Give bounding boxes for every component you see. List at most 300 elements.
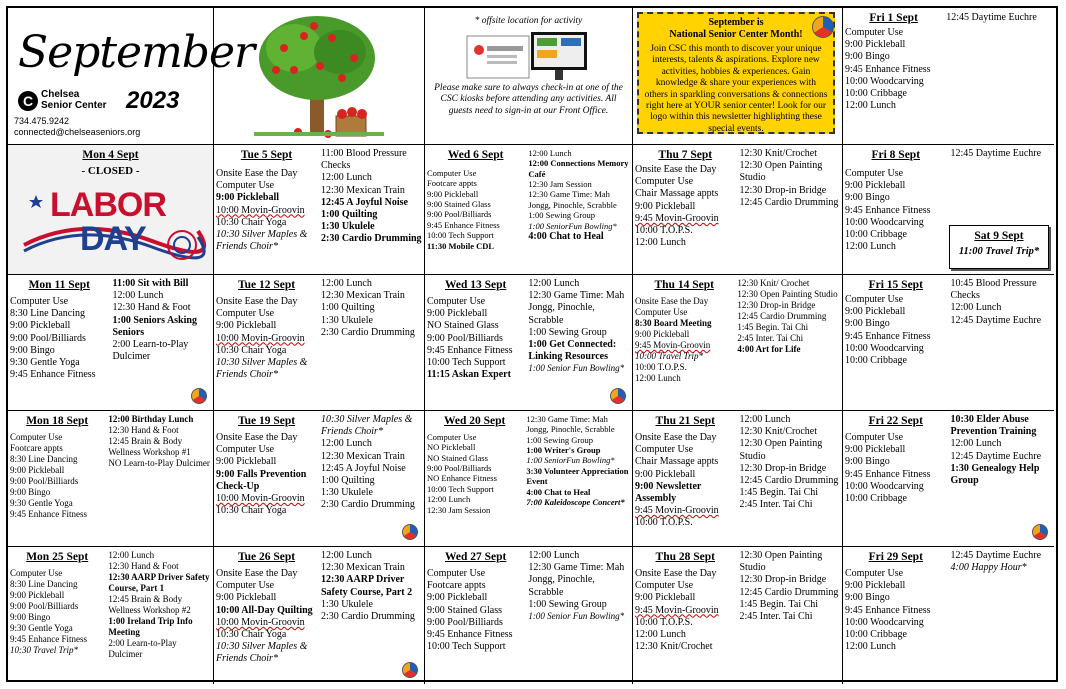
event: 10:30 Travel Trip* [10,644,79,655]
event: 12:00 Lunch [635,628,686,640]
header-title-cell [8,8,255,145]
event: 12:30 Open Painting Studio [739,550,823,574]
event: 9:45 Movin-Groovin [635,505,719,517]
event: Computer Use [216,444,275,456]
event: Onsite Ease the Day [216,168,298,180]
day-wed13 [425,275,633,411]
event: 2:45 Inter. Tai Chi [739,499,813,511]
event: Computer Use [427,296,486,308]
email[interactable]: connected@chelseaseniors.org [14,127,141,138]
event: Onsite Ease the Day [216,568,298,580]
event: 12:30 Jam Session [427,504,491,515]
event: 11:15 Askan Expert [427,369,511,381]
event: 12:30 Jam Session [528,179,592,190]
promo-cell [633,8,843,145]
org-logo [18,90,107,111]
event: 12:30 Open Painting Studio [739,438,823,462]
event: Chair Massage appts [635,188,719,200]
event: Computer Use [10,296,69,308]
event: 9:45 Enhance Fitness [845,604,931,616]
event: 1:00 Sewing Group [528,326,607,338]
event: 9:00 Newsletter Assembly [635,480,702,504]
sat-box [949,225,1049,269]
event: Computer Use [10,432,63,443]
event: 12:30 Open Painting Studio [737,288,838,299]
event: 9:45 Enhance Fitness [427,219,500,230]
event: Computer Use [845,168,904,180]
event: 10:30 Chair Yoga [216,344,287,356]
event: 10:00 Tech Support [427,483,494,494]
day-mon4 [8,145,214,275]
event: 9:45 Movin-Groovin [635,212,719,224]
event: 12:45 Cardio Drumming [739,196,839,208]
event: 9:00 Pool/Billiards [10,475,79,486]
event: Onsite Ease the Day [635,164,717,176]
event: 7:00 Kaleidoscope Concert* [526,496,625,507]
event: 12:00 Lunch [528,550,580,561]
promo-title2: National Senior Center Month! [669,29,803,40]
event: 9:00 Pickleball [635,200,696,212]
event: 10:00 Woodcarving [845,480,924,492]
event: Chair Massage appts [635,456,719,468]
day-label: Fri 8 Sept [871,149,921,161]
event: 12:00 Birthday Lunch [108,414,194,424]
event: Computer Use [216,580,275,592]
day-label: Wed 6 Sept [447,149,504,161]
event: 10:00 Cribbage [845,87,907,99]
event: 1:00 Sewing Group [528,210,596,221]
event: 9:00 Pickleball [635,592,696,604]
event: 10:30 Silver Maples & Friends Choir* [216,228,308,253]
event: 12:30 Knit/Crochet [739,426,817,438]
event: 9:00 Pool/Billiards [427,209,492,220]
event: 1:45 Begin. Tai Chi [739,598,819,610]
event: 12:00 Lunch [950,302,1002,314]
event: 12:00 Lunch [845,241,896,253]
day-label: Tue 12 Sept [237,279,296,291]
event: 1:00 Ireland Trip Info Meeting [108,615,193,637]
day-label: Fri 22 Sept [868,415,923,427]
kiosk-info-cell [425,8,633,145]
event: Computer Use [427,432,477,443]
day-label: Thu 21 Sept [655,415,715,427]
event: 1:30 Ukulele [321,598,373,610]
event: 12:45 Daytime Euchre [950,314,1042,326]
event: 12:30 Mexican Train [321,290,405,302]
event: 12:45 Daytime Euchre [950,450,1042,462]
day-wed20 [425,411,633,547]
event: 10:00 Cribbage [845,228,907,240]
event: 9:00 Bingo [845,456,890,468]
event: 2:30 Cardio Drumming [321,326,415,338]
csc-logo-icon [402,524,418,540]
sat-label: Sat 9 Sept [974,230,1024,242]
event: 12:00 Lunch [108,550,155,560]
day-label: Fri 15 Sept [868,279,923,291]
event: 10:30 Chair Yoga [216,628,287,640]
day-label: Tue 26 Sept [237,551,296,563]
event: 12:00 Lunch [950,438,1002,450]
event: Footcare appts [427,178,477,189]
event: 10:30 Silver Maples & Friends Choir* [321,414,413,438]
day-tue19 [214,411,425,547]
day-fri22 [843,411,1054,547]
org-line1: Chelsea [41,89,80,100]
event: 2:30 Cardio Drumming [321,610,415,622]
day-mon18 [8,411,214,547]
event: 9:00 Bingo [845,51,890,63]
event: Computer Use [845,27,904,39]
event: 10:00 Cribbage [845,492,907,504]
event: 12:45 A Joyful Noise [321,196,408,208]
event: 2:45 Inter. Tai Chi [737,332,804,343]
event: 2:00 Learn-to-Play Dulcimer [112,338,189,363]
event: 12:30 Mexican Train [321,450,405,462]
promo-body: Join CSC this month to discover your unique interests, talents & aspirations. Explore new activities, hobbies & experiences. Gain knowledge & share your experiences with others in sparkling conversations & connections right here at YOUR senior center! Look for our logo within this newsletter highlighting these special events. [644,44,828,134]
event: 12:00 Lunch [845,641,896,653]
event: 1:00 Sewing Group [526,434,593,445]
event: 1:00 Senior Fun Bowling* [528,363,625,374]
event: 10:30 Silver Maples & Friends Choir* [216,641,308,665]
event: 12:30 AARP Driver Safety Course, Part 2 [321,574,413,598]
event: 12:45 Brain & Body Wellness Workshop #1 [108,435,191,457]
event: 12:30 Drop-in Bridge [737,299,816,310]
event: 10:30 Chair Yoga [216,505,287,517]
event: 10:00 Woodcarving [845,216,924,228]
event: 1:00 Quilting [321,302,375,314]
day-label: Thu 28 Sept [655,551,715,563]
offsite-note: * offsite location for activity [474,16,583,26]
event: 9:00 Pool/Billiards [427,463,492,474]
apple-tree-illustration [214,8,422,142]
event: 9:00 Pickleball [427,308,488,320]
event: 9:00 Pool/Billiards [427,616,503,628]
event: 12:00 Connections Memory Café [528,158,629,179]
event: 12:00 Lunch [845,100,896,112]
day-thu28 [633,547,843,684]
event: Computer Use [845,294,904,306]
event: 10:00 T.O.P.S. [635,616,693,628]
event: 10:00 Woodcarving [845,75,924,87]
event: 12:00 Lunch [635,237,686,249]
event: 9:00 Pool/Billiards [10,332,86,344]
event: 9:00 Pool/Billiards [10,600,79,611]
event: Onsite Ease the Day [635,296,709,307]
event: 2:30 Cardio Drumming [321,233,422,245]
event: 2:45 Inter. Tai Chi [739,610,813,622]
event: Computer Use [635,580,694,592]
event: 9:00 Pickleball [845,180,906,192]
event: 9:45 Enhance Fitness [845,468,931,480]
event: 9:00 Stained Glass [427,604,502,616]
calendar-grid [6,6,1058,682]
event: 9:45 Enhance Fitness [845,204,931,216]
event: Computer Use [427,168,477,179]
org-logo-icon: C [18,91,38,111]
day-wed6 [425,145,633,275]
event: 1:00 Seniors Asking Seniors [112,314,197,338]
day-label: Mon 18 Sept [26,415,89,427]
event: 9:30 Gentle Yoga [10,356,80,368]
day-fri8 [843,145,1054,275]
event: NO Pickleball [427,442,476,453]
event: 9:00 Bingo [845,192,890,204]
event: 12:30 Hand & Foot [112,302,191,314]
csc-logo-icon [812,16,834,38]
event: 9:00 Bingo [10,344,55,356]
event: 12:30 Hand & Foot [108,560,179,571]
event: 9:00 Bingo [10,486,51,497]
day-fri1 [843,8,1054,145]
csc-logo-icon [610,388,626,404]
day-label: Fri 29 Sept [868,551,923,563]
event: 11:30 Mobile CDL [427,240,495,251]
event: 11:00 Blood Pressure Checks [321,148,407,172]
event: NO Stained Glass [427,452,488,463]
day-fri15 [843,275,1054,411]
day-label: Mon 4 Sept [82,149,139,161]
event: 8:30 Line Dancing [10,453,78,464]
phone: 734.475.9242 [14,116,70,126]
event: 9:45 Enhance Fitness [10,633,87,644]
promo-box [637,12,835,134]
kiosk-note: Please make sure to always check-in at one of the CSC kiosks before attending any activities. All guests need to sign-in at our Front Office. [434,82,623,117]
event: Computer Use [427,568,486,580]
event: 12:30 Knit/Crochet [635,641,713,653]
event: 12:00 Lunch [112,290,164,302]
event: 10:00 All-Day Quilting [216,604,313,616]
day-mon11 [8,275,214,411]
event: 8:30 Line Dancing [10,308,85,320]
event: 12:00 Lunch [321,278,372,289]
event: 9:00 Bingo [845,318,890,330]
apple-tree-cell [214,8,425,145]
event: 10:00 Movin-Groovin [216,332,305,344]
event: 1:00 SeniorFun Bowling* [526,455,615,466]
event: 9:00 Falls Prevention Check-Up [216,468,307,492]
event: 12:00 Lunch [321,172,372,184]
event: 12:30 Game Time: Mah Jongg, Pinochle, Scrabble [526,414,615,435]
event: 9:00 Pickleball [10,464,65,475]
event: 12:45 Daytime Euchre [950,550,1042,561]
event: 12:30 AARP Driver Safety Course, Part 1 [108,571,210,593]
event: 9:00 Pickleball [216,592,277,604]
event: 12:45 Brain & Body Wellness Workshop #2 [108,593,191,615]
event: 10:30 Silver Maples & Friends Choir* [216,356,308,381]
event: 9:00 Bingo [10,611,51,622]
day-thu21 [633,411,843,547]
event: 9:45 Enhance Fitness [427,344,513,356]
event: 10:30 Chair Yoga [216,216,287,228]
event: Computer Use [635,444,694,456]
event: 12:00 Lunch [321,438,372,450]
day-tue5 [214,145,425,275]
event: Computer Use [845,568,904,580]
event: 12:45 A Joyful Noise [321,462,406,474]
labor-word: LABOR [50,186,166,224]
event: Computer Use [845,432,904,444]
event: 9:30 Gentle Yoga [10,497,73,508]
event: 9:00 Pickleball [10,320,71,332]
event: 9:00 Bingo [845,592,890,604]
event: 9:00 Pickleball [845,306,906,318]
event: 9:00 Pickleball [635,468,696,480]
event: 12:45 Daytime Euchre [946,12,1037,23]
event: 9:00 Pickleball [427,188,479,199]
event: 2:30 Cardio Drumming [321,499,415,511]
event: 1:45 Begin. Tai Chi [739,487,819,499]
event: NO Enhance Fitness [427,473,497,484]
csc-logo-icon [1032,524,1048,540]
event: 12:00 Lunch [528,148,572,158]
event: 1:30 Genealogy Help Group [950,462,1040,486]
day-thu7 [633,145,843,275]
event: 9:00 Stained Glass [427,199,491,210]
labor-day-graphic [22,185,200,265]
event: 11:00 Sit with Bill [112,278,189,289]
event: 10:30 Elder Abuse Prevention Training [950,414,1037,438]
event: 1:30 Ukulele [321,314,373,326]
event: 9:00 Pickleball [216,320,277,332]
event: Onsite Ease the Day [635,432,717,444]
event: 9:00 Pool/Billiards [427,332,503,344]
event: 9:00 Pickleball [635,328,690,339]
day-label: Thu 7 Sept [658,149,713,161]
event: 9:00 Pickleball [845,39,906,51]
csc-logo-icon [191,388,207,404]
event: 10:00 Movin-Groovin [216,492,305,504]
event: 4:00 Chat to Heal [526,486,591,497]
event: 12:30 Knit/Crochet [739,148,817,159]
event: 12:30 Hand & Foot [108,424,179,435]
event: 9:00 Pickleball [845,444,906,456]
event: 1:00 Quilting [321,474,375,486]
event: 9:45 Movin-Groovin [635,339,711,350]
event: Footcare appts [427,580,486,592]
event: 10:00 Tech Support [427,230,494,241]
event: 9:00 Pickleball [427,592,488,604]
org-line2: Senior Center [41,99,107,111]
event: 10:00 Movin-Groovin [216,616,305,628]
event: 12:30 Open Painting Studio [739,160,823,184]
event: 9:00 Pickleball [216,192,280,204]
event: 1:00 Senior Fun Bowling* [528,610,625,621]
event: 9:45 Movin-Groovin [635,604,719,616]
sat-event: 11:00 Travel Trip* [958,246,1040,258]
day-label: Thu 14 Sept [654,279,714,291]
event: 12:00 Lunch [321,550,372,561]
event: 8:30 Line Dancing [10,578,78,589]
event: 10:00 Cribbage [845,354,907,366]
event: 10:45 Blood Pressure Checks [950,278,1037,302]
event: 12:00 Lunch [528,278,580,289]
event: 1:30 Ukulele [321,487,373,499]
event: 12:30 Drop-in Bridge [739,574,827,586]
event: 10:00 Tech Support [427,641,506,653]
closed-label: - CLOSED - [81,165,140,178]
event: 12:30 Knit/ Crochet [737,278,810,288]
event: 3:30 Volunteer Appreciation Event [526,465,629,487]
day-word: DAY [80,220,146,258]
event: 9:00 Pickleball [845,580,906,592]
event: 1:00 Writer's Group [526,445,601,456]
event: Footcare appts [10,442,63,453]
event: 9:45 Enhance Fitness [845,330,931,342]
event: NO Stained Glass [427,320,499,332]
event: 1:45 Begin. Tai Chi [737,321,809,332]
event: Onsite Ease the Day [216,432,298,444]
event: 12:00 Lunch [739,414,791,425]
event: 10:00 Woodcarving [845,616,924,628]
event: 10:00 T.O.P.S. [635,361,687,372]
day-label: Mon 25 Sept [26,551,89,563]
event: 9:45 Enhance Fitness [10,369,96,381]
day-wed27 [425,547,633,684]
event: 12:30 Game Time: Mah Jongg, Pinochle, Scrabble [528,290,625,326]
event: 12:45 Cardio Drumming [739,474,839,486]
day-label: Wed 20 Sept [444,415,506,427]
day-label: Fri 1 Sept [869,12,918,24]
day-label: Mon 11 Sept [28,279,90,291]
event: 9:00 Pickleball [10,589,65,600]
event: 12:30 Game Time: Mah Jongg, Pinochle, Scrabble [528,562,625,598]
event: 10:00 Travel Trip* [635,350,704,361]
day-thu14 [633,275,843,411]
event: Computer Use [216,180,275,192]
event: 10:00 Woodcarving [845,342,924,354]
day-label: Tue 5 Sept [240,149,293,161]
day-label: Wed 27 Sept [445,551,507,563]
event: 10:00 Tech Support [427,356,506,368]
event: 1:30 Ukulele [321,221,375,233]
event: 12:30 Drop-in Bridge [739,184,827,196]
event: NO Learn-to-Play Dulcimer [108,457,210,468]
event: 2:00 Learn-to-Play Dulcimer [108,637,177,659]
event: 1:00 Get Connected: Linking Resources [528,338,617,363]
event: 12:30 Mexican Train [321,562,405,574]
event: 4:00 Chat to Heal [528,230,604,242]
event: 8:30 Board Meeting [635,317,712,328]
csc-logo-icon [402,662,418,678]
event: 10:00 T.O.P.S. [635,517,693,529]
event: 9:45 Enhance Fitness [427,628,513,640]
event: Computer Use [635,176,694,188]
event: Onsite Ease the Day [216,296,298,308]
event: 10:00 Cribbage [845,628,907,640]
event: 12:00 Lunch [635,372,681,383]
month-title: September [18,27,255,78]
event: 9:45 Enhance Fitness [845,63,931,75]
day-mon25 [8,547,214,684]
event: 10:00 T.O.P.S. [635,224,693,236]
event: Onsite Ease the Day [635,568,717,580]
event: 12:00 Lunch [427,494,471,505]
event: 1:00 Quilting [321,208,378,220]
event: 12:30 Mexican Train [321,184,405,196]
event: 4:00 Art for Life [737,343,801,354]
event: Computer Use [10,568,63,579]
event: Computer Use [635,306,688,317]
event: 12:45 Cardio Drumming [739,586,839,598]
day-tue12 [214,275,425,411]
day-tue26 [214,547,425,684]
event: 9:30 Gentle Yoga [10,622,73,633]
event: Computer Use [216,308,275,320]
event: 4:00 Happy Hour* [950,562,1027,574]
promo-title1: September is [708,17,764,28]
event: 12:45 Daytime Euchre [950,148,1042,159]
event: 1:00 SeniorFun Bowling* [528,220,617,231]
